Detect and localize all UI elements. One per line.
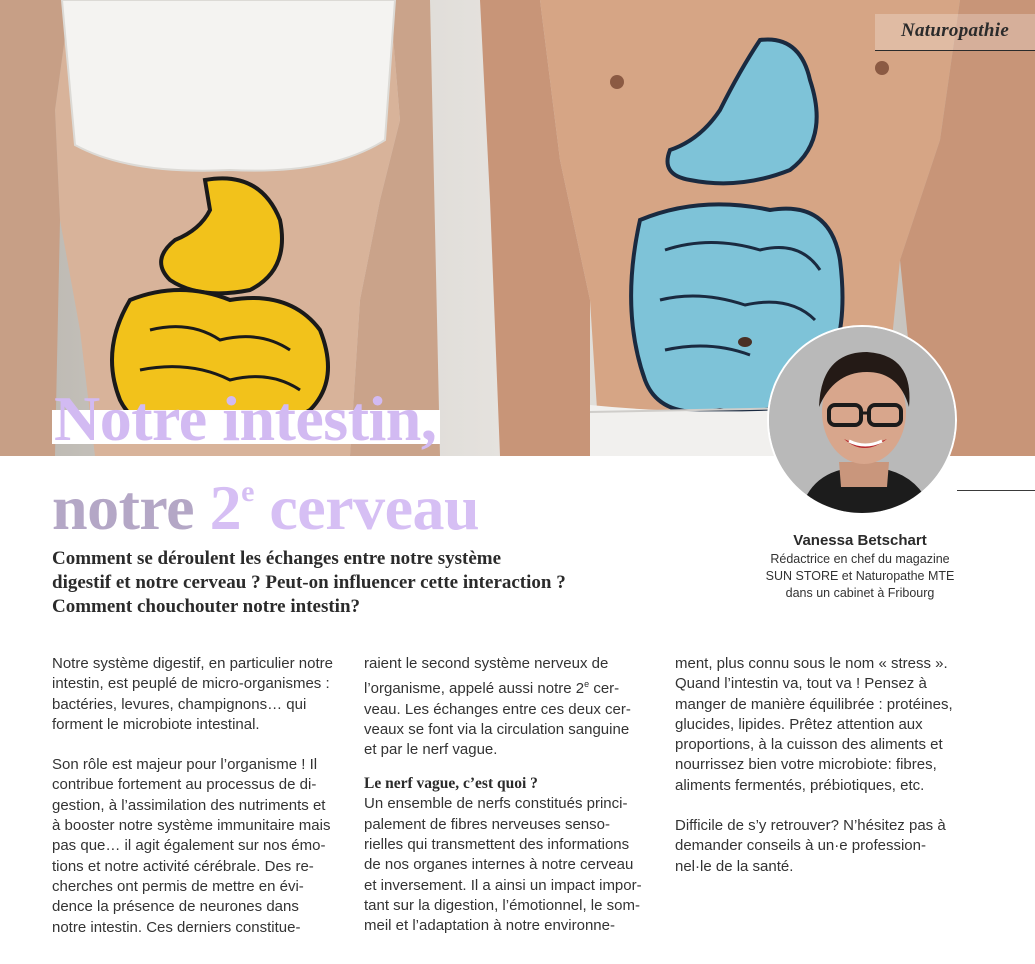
paragraph-gap: [52, 735, 352, 755]
column-1-paragraph-2: Son rôle est majeur pour l’organisme ! Il contribue fortement au processus de di- gestion, à l’assimilation des nutriments et à booster notre système immunitaire mais pas que… il agit également sur nos émo- tions et notre activité cérébrale. Des re- cherches ont permis de mettre en évi- dence la présence de neurones dans notre intestin. Ces derniers constitue-: [52, 756, 331, 936]
title-word-notre: notre: [52, 472, 195, 543]
title-number: [210, 472, 254, 543]
title-number-digit: 2: [209, 472, 242, 543]
author-photo: [769, 327, 957, 515]
column-2-paragraph-2: Un ensemble de nerfs constitués princi- palement de fibres nerveuses senso- rielles qui transmettent des informations de nos organes internes à notre cerveau et inversement. Il a ainsi un impact impor- tant sur la digestion, l’émotionnel, le som- meil et l’adaptation à notre environne-: [364, 795, 642, 935]
author-name: Vanessa Betschart: [793, 532, 927, 549]
sports-bra: [62, 0, 395, 171]
subheading-nerf-vague: Le nerf vague, c’est quoi ?: [364, 775, 538, 793]
column-1-paragraph-1: Notre système digestif, en particulier notre intestin, est peuplé de micro-organismes : bactéries, levures, champignons… qui forment le microbiote intestinal.: [52, 655, 333, 733]
column-2-sup: e: [584, 679, 590, 690]
title-number-sup: e: [241, 475, 254, 508]
title-line-1-text: Notre intestin,: [52, 383, 440, 454]
body-column-2: [364, 654, 664, 937]
title-line-1: [52, 383, 440, 455]
body-column-1: [52, 654, 352, 938]
author-avatar: [767, 325, 957, 515]
section-tag: Naturopathie: [875, 14, 1035, 51]
column-2-text-b: cer- veau. Les échanges entre ces deux cer- veaux se font via la circulation sanguine et par le nerf vague.: [364, 680, 631, 759]
column-3-paragraph-2: Difficile de s’y retrouver? N’hésitez pas à demander conseils à un·e profession- nel·le de la santé.: [675, 817, 946, 875]
column-2-text-a: raient le second système nerveux de l’organisme, appelé aussi notre 2: [364, 655, 609, 698]
column-2-paragraph-1: [364, 654, 664, 760]
title-line-2: [52, 456, 479, 544]
lead-paragraph: Comment se déroulent les échanges entre notre système digestif et notre cerveau ? Peut-on influencer cette interaction ? Comment chouchouter notre intestin?: [52, 548, 566, 617]
column-3-paragraph-1: ment, plus connu sous le nom « stress ». Quand l’intestin va, tout va ! Pensez à manger de manière équilibrée : protéines, glucides, lipides. Prêtez attention aux proportions, à la cuisson des aliments et nourrissez bien votre microbiote: fibres, aliments fermentés, prébiotiques, etc.: [675, 655, 953, 794]
paragraph-gap: [675, 796, 975, 816]
body-column-3: [675, 654, 975, 877]
title-word-cerveau: cerveau: [269, 472, 480, 543]
portrait-divider: [957, 490, 1035, 491]
author-role: Rédactrice en chef du magazine SUN STORE et Naturopathe MTE dans un cabinet à Fribourg: [765, 552, 955, 600]
